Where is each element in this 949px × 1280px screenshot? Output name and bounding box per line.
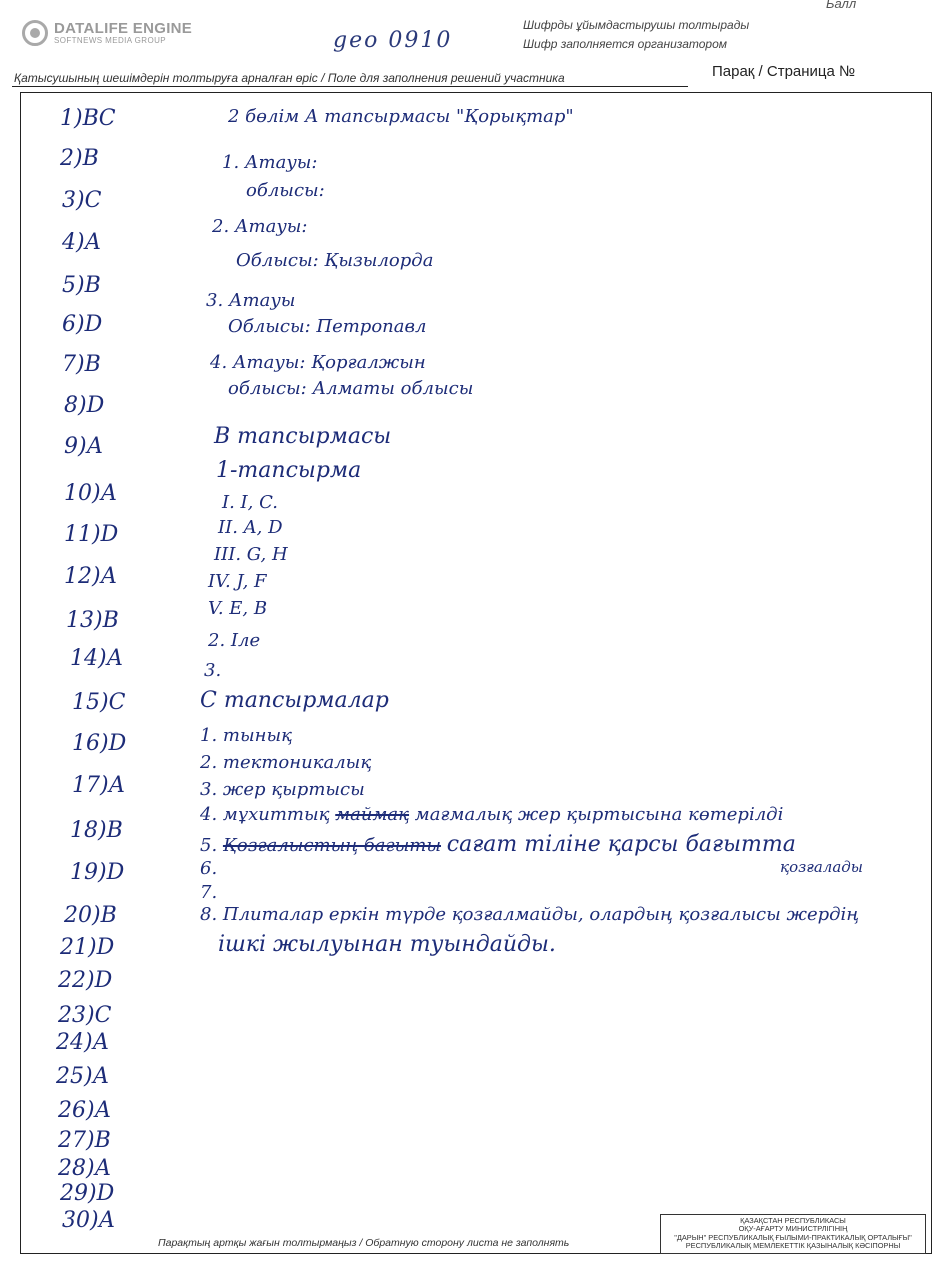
answer-item: 7)В: [62, 352, 101, 377]
part2-item2-region: Облысы: Қызылорда: [236, 250, 434, 271]
organizer-ru: Шифр заполняется организатором: [523, 37, 727, 51]
logo-tagline: SOFTNEWS MEDIA GROUP: [54, 36, 167, 45]
organization-stamp: ҚАЗАҚСТАН РЕСПУБЛИКАСЫ ОҚУ-АҒАРТУ МИНИСТРЛІГІНІҢ "ДАРЫН" РЕСПУБЛИКАЛЫҚ ҒЫЛЫМИ-ПРАКТИКАЛЫҚ ОРТАЛЫҒЫ" РЕСПУБЛИКАЛЫҚ МЕМЛЕКЕТТІК ҚАЗЫНАЛЫҚ КӘСІПОРНЫ: [660, 1214, 926, 1254]
answer-item: 19)D: [70, 860, 125, 885]
part-c-item8: 8. Плиталар еркін түрде қозғалмайды, олардың қозғалысы жердің: [200, 904, 860, 925]
part-c-item5: 5. Қозғалыстың бағыты сағат тіліне қарсы бағытта: [200, 832, 796, 857]
answer-item: 27)В: [58, 1128, 111, 1153]
answer-item: 22)D: [58, 968, 113, 993]
answer-item: 11)D: [64, 522, 119, 547]
page-number-label: Парақ / Страница №: [712, 63, 856, 80]
part-c-item: 3. жер қыртысы: [200, 779, 365, 800]
answer-item: 28)А: [58, 1156, 112, 1181]
struck-word: маймақ: [335, 804, 410, 825]
part2-item1-region: облысы:: [246, 180, 325, 201]
answer-item: 1)ВС: [60, 106, 116, 131]
part-b-item2: 2. Іле: [208, 630, 261, 651]
organizer-kz: Шифрды ұйымдастырушы толтырады: [523, 18, 750, 32]
part2-heading: 2 бөлім А тапсырмасы "Қорықтар": [228, 106, 574, 127]
answer-item: 8)D: [64, 393, 105, 418]
answer-item: 29)D: [60, 1181, 115, 1206]
answer-item: 24)А: [56, 1030, 110, 1055]
answer-item: 6)D: [62, 312, 103, 337]
part-b-heading: В тапсырмасы: [214, 424, 392, 449]
answer-item: 9)А: [64, 434, 104, 459]
answer-item: 2)В: [60, 146, 99, 171]
answer-item: 20)В: [64, 903, 117, 928]
part-c-item7: 7.: [200, 882, 218, 903]
answer-item: 3)С: [62, 188, 102, 213]
part-c-item5-cont: қозғалады: [780, 858, 864, 876]
part-c-item6: 6.: [200, 858, 218, 879]
part-b-row: I. I, C.: [222, 492, 278, 513]
answer-item: 23)С: [58, 1003, 112, 1028]
answer-item: 18)В: [70, 818, 123, 843]
logo-icon: [22, 20, 48, 46]
answer-item: 14)А: [70, 646, 124, 671]
organizer-note: [523, 16, 749, 54]
answer-item: 15)С: [72, 690, 126, 715]
part2-item2-name: 2. Атауы:: [212, 216, 308, 237]
answer-item: 5)В: [62, 273, 101, 298]
answer-frame: [20, 92, 932, 1254]
field-underline: [12, 86, 688, 87]
part-b-task1: 1-тапсырма: [216, 458, 362, 483]
part-c-item: 1. тынық: [200, 725, 293, 746]
answer-item: 25)А: [56, 1064, 110, 1089]
part2-item4-name: 4. Атауы: Қорғалжын: [210, 352, 426, 373]
answer-item: 26)А: [58, 1098, 112, 1123]
answer-item: 4)А: [62, 230, 102, 255]
answer-item: 16)D: [72, 731, 127, 756]
part-c-item4: 4. мұхиттық маймақ мағмалық жер қыртысына көтерілді: [200, 804, 784, 825]
answer-item: 21)D: [60, 935, 115, 960]
part2-item3-region: Облысы: Петропавл: [228, 316, 427, 337]
part-b-row: V. E, B: [208, 598, 268, 619]
answer-item: 13)В: [66, 608, 119, 633]
part2-item1-name: 1. Атауы:: [222, 152, 318, 173]
ball-label: Балл: [826, 0, 857, 11]
struck-phrase: Қозғалыстың бағыты: [222, 835, 442, 856]
part-b-row: III. G, H: [214, 544, 288, 565]
logo-name: DATALIFE ENGINE: [54, 20, 193, 37]
answer-item: 17)А: [72, 773, 126, 798]
part-b-item3: 3.: [204, 660, 222, 681]
part-c-item: 2. тектоникалық: [200, 752, 372, 773]
part-c-item8-cont: ішкі жылуынан туындайды.: [218, 932, 556, 957]
watermark-logo: [22, 20, 192, 46]
part-b-row: IV. J, F: [208, 571, 267, 592]
part-c-heading: С тапсырмалар: [200, 688, 389, 713]
part2-item4-region: облысы: Алматы облысы: [228, 378, 474, 399]
cipher-code: geo 0910: [333, 28, 453, 53]
footer-note: Парақтың артқы жағын толтырмаңыз / Обратную сторону листа не заполнять: [158, 1237, 570, 1249]
answer-item: 30)А: [62, 1208, 116, 1233]
part2-item3-name: 3. Атауы: [206, 290, 296, 311]
answer-item: 12)А: [64, 564, 118, 589]
answer-item: 10)А: [64, 481, 118, 506]
field-label: Қатысушының шешімдерін толтыруға арналған өріс / Поле для заполнения решений участника: [14, 71, 565, 85]
part-b-row: II. A, D: [218, 517, 283, 538]
